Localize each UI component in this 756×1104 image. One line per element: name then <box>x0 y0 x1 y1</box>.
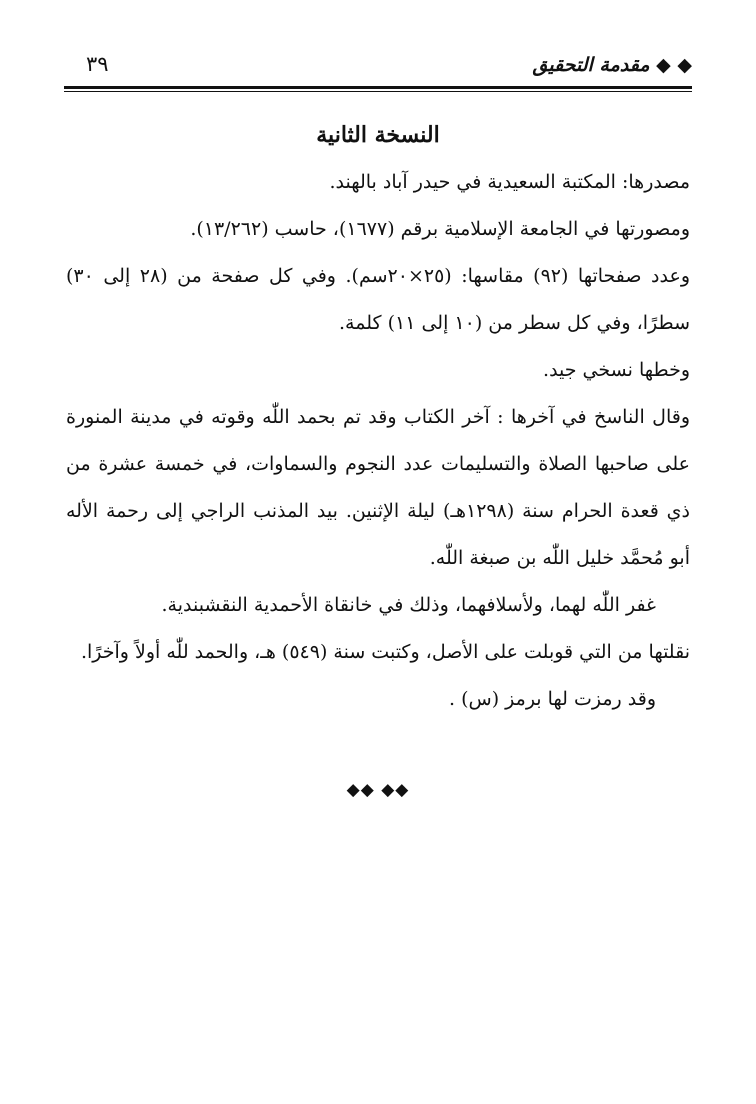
body-text <box>66 112 690 723</box>
paragraph-script: وخطها نسخي جيد. <box>543 359 690 381</box>
paragraph-source: مصدرها: المكتبة السعيدية في حيدر آباد بالهند. <box>329 171 690 193</box>
paragraph-prayer: غفر اللّٰه لهما، ولأسلافهما، وذلك في خانقاة الأحمدية النقشبندية. <box>161 594 656 616</box>
paragraph-colophon: وقال الناسخ في آخرها : آخر الكتاب وقد تم بحمد اللّٰه وقوته في مدينة المنورة على صاحبها الصلاة والتسليمات عدد النجوم والسماوات، في خمسة عشرة من ذي قعدة الحرام سنة (١٢٩٨هـ) ليلة الإثنين. بيد المذنب الراجي إلى رحمة الأله أبو مُحمَّد خليل اللّٰه بن صبغة اللّٰه. <box>66 406 691 569</box>
ornament-divider: ◆◆ ◆◆ <box>346 780 410 800</box>
running-header <box>64 52 692 84</box>
section-title: النسخة الثانية <box>316 122 440 148</box>
paragraph-symbol: وقد رمزت لها برمز (س) . <box>449 688 656 710</box>
header-title: ◆ ◆ مقدمة التحقيق <box>532 54 692 76</box>
header-rule-thin <box>64 91 692 92</box>
header-rule-thick <box>64 86 692 89</box>
page-number: ٣٩ <box>86 52 109 76</box>
paragraph-copy: ومصورتها في الجامعة الإسلامية برقم (١٦٧٧)، حاسب (١٣/٢٦٢). <box>190 218 690 240</box>
paragraph-pages: وعدد صفحاتها (٩٢) مقاسها: (٢٥×٢٠سم). وفي كل صفحة من (٢٨ إلى ٣٠) سطرًا، وفي كل سطر من (١٠ إلى ١١) كلمة. <box>66 265 691 334</box>
paragraph-transcribed: نقلتها من التي قوبلت على الأصل، وكتبت سنة (٥٤٩) هـ، والحمد للّٰه أولاً وآخرًا. <box>80 641 690 663</box>
